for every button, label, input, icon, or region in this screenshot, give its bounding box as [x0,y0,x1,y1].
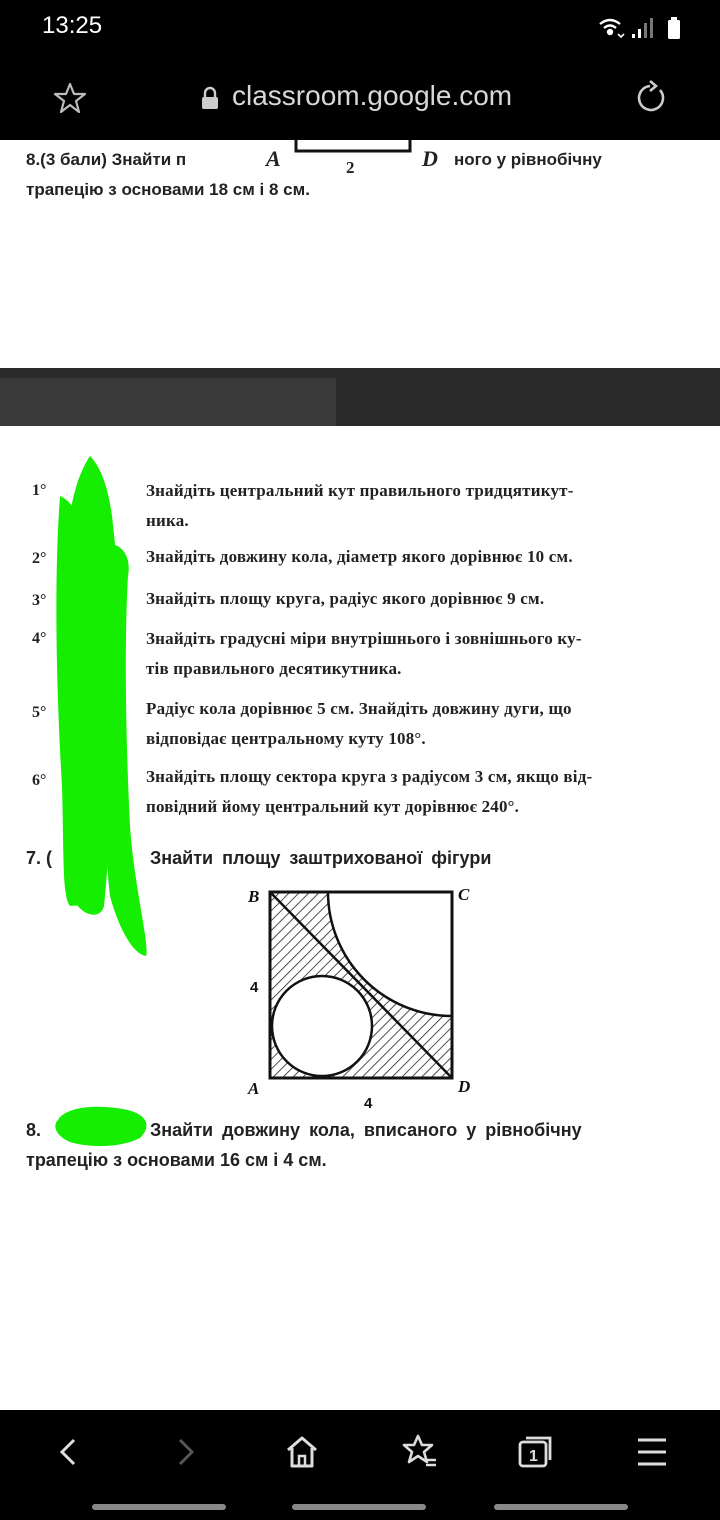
question-8-line2: трапецію з основами 18 см і 8 см. [26,180,310,199]
page-divider-shade [0,378,336,426]
vertex-a-label: A [248,1079,260,1098]
vertex-d-label: D [458,1077,471,1096]
question-7-text: Знайти площу заштрихованої фігури [150,848,492,868]
home-icon[interactable] [282,1432,322,1472]
gesture-bar-left [92,1504,226,1510]
question-8-number: 8. [26,1120,42,1140]
question-8-line1: Знайти довжину кола, вписаного у рівнобічну [150,1120,582,1140]
green-scribble-redaction [0,426,720,1410]
bookmarks-icon[interactable] [400,1432,440,1472]
lock-icon [200,86,220,110]
signal-icon [632,18,653,38]
status-icons [596,14,686,42]
reload-icon[interactable] [632,80,668,116]
question-8-line2: трапецію з основами 16 см і 4 см. [26,1150,327,1170]
forward-icon[interactable] [166,1432,206,1472]
vertex-c-label: C [458,885,470,904]
question-3-text: Знайдіть площу круга, радіус якого дорівнює 9 см. [146,589,545,608]
attachment-image-1 [0,140,720,368]
vertex-b-label: B [248,887,260,906]
rectangle-figure-fragment [292,140,414,158]
question-8-rest: ного у рівнобічну [454,150,602,169]
status-time: 13:25 [42,12,103,39]
question-5-number: 5° [32,704,47,721]
question-7-number: 7. ( [26,848,53,868]
back-icon[interactable] [50,1432,90,1472]
side-length-label: 2 [346,158,355,177]
tabs-icon[interactable] [516,1432,556,1472]
url-field[interactable]: classroom.google.com [232,80,513,111]
bookmark-star-icon[interactable] [52,80,88,116]
vertex-a-label: A [266,146,281,171]
question-6-text: Знайдіть площу сектора круга з радіусом 3 см, якщо від- повідний йому центральний кут дорівнює 240°. [146,767,593,816]
question-3-number: 3° [32,592,47,609]
question-4-text: Знайдіть градусні міри внутрішнього і зовнішнього ку- тів правильного десятикутника. [146,629,582,678]
question-8-label: 8.(3 бали) Знайти п [26,150,187,169]
left-side-length: 4 [250,979,259,996]
gesture-bar-center [292,1504,426,1510]
attachment-image-2 [0,426,720,1410]
question-5-text: Радіус кола дорівнює 5 см. Знайдіть довжину дуги, що відповідає центральному куту 108°. [146,699,572,748]
question-4-number: 4° [32,630,47,647]
bottom-side-length: 4 [364,1095,373,1112]
vertex-d-label: D [422,146,438,171]
wifi-icon [600,20,624,37]
question-6-number: 6° [32,772,47,789]
question-2-number: 2° [32,550,47,567]
battery-icon [668,17,680,39]
question-2-text: Знайдіть довжину кола, діаметр якого дорівнює 10 см. [146,547,573,566]
question-1-text: Знайдіть центральний кут правильного тридцятикут- ника. [146,481,574,530]
gesture-bar-right [494,1504,628,1510]
tabs-count: 1 [529,1448,538,1465]
menu-icon[interactable] [632,1432,672,1472]
question-1-number: 1° [32,482,47,499]
